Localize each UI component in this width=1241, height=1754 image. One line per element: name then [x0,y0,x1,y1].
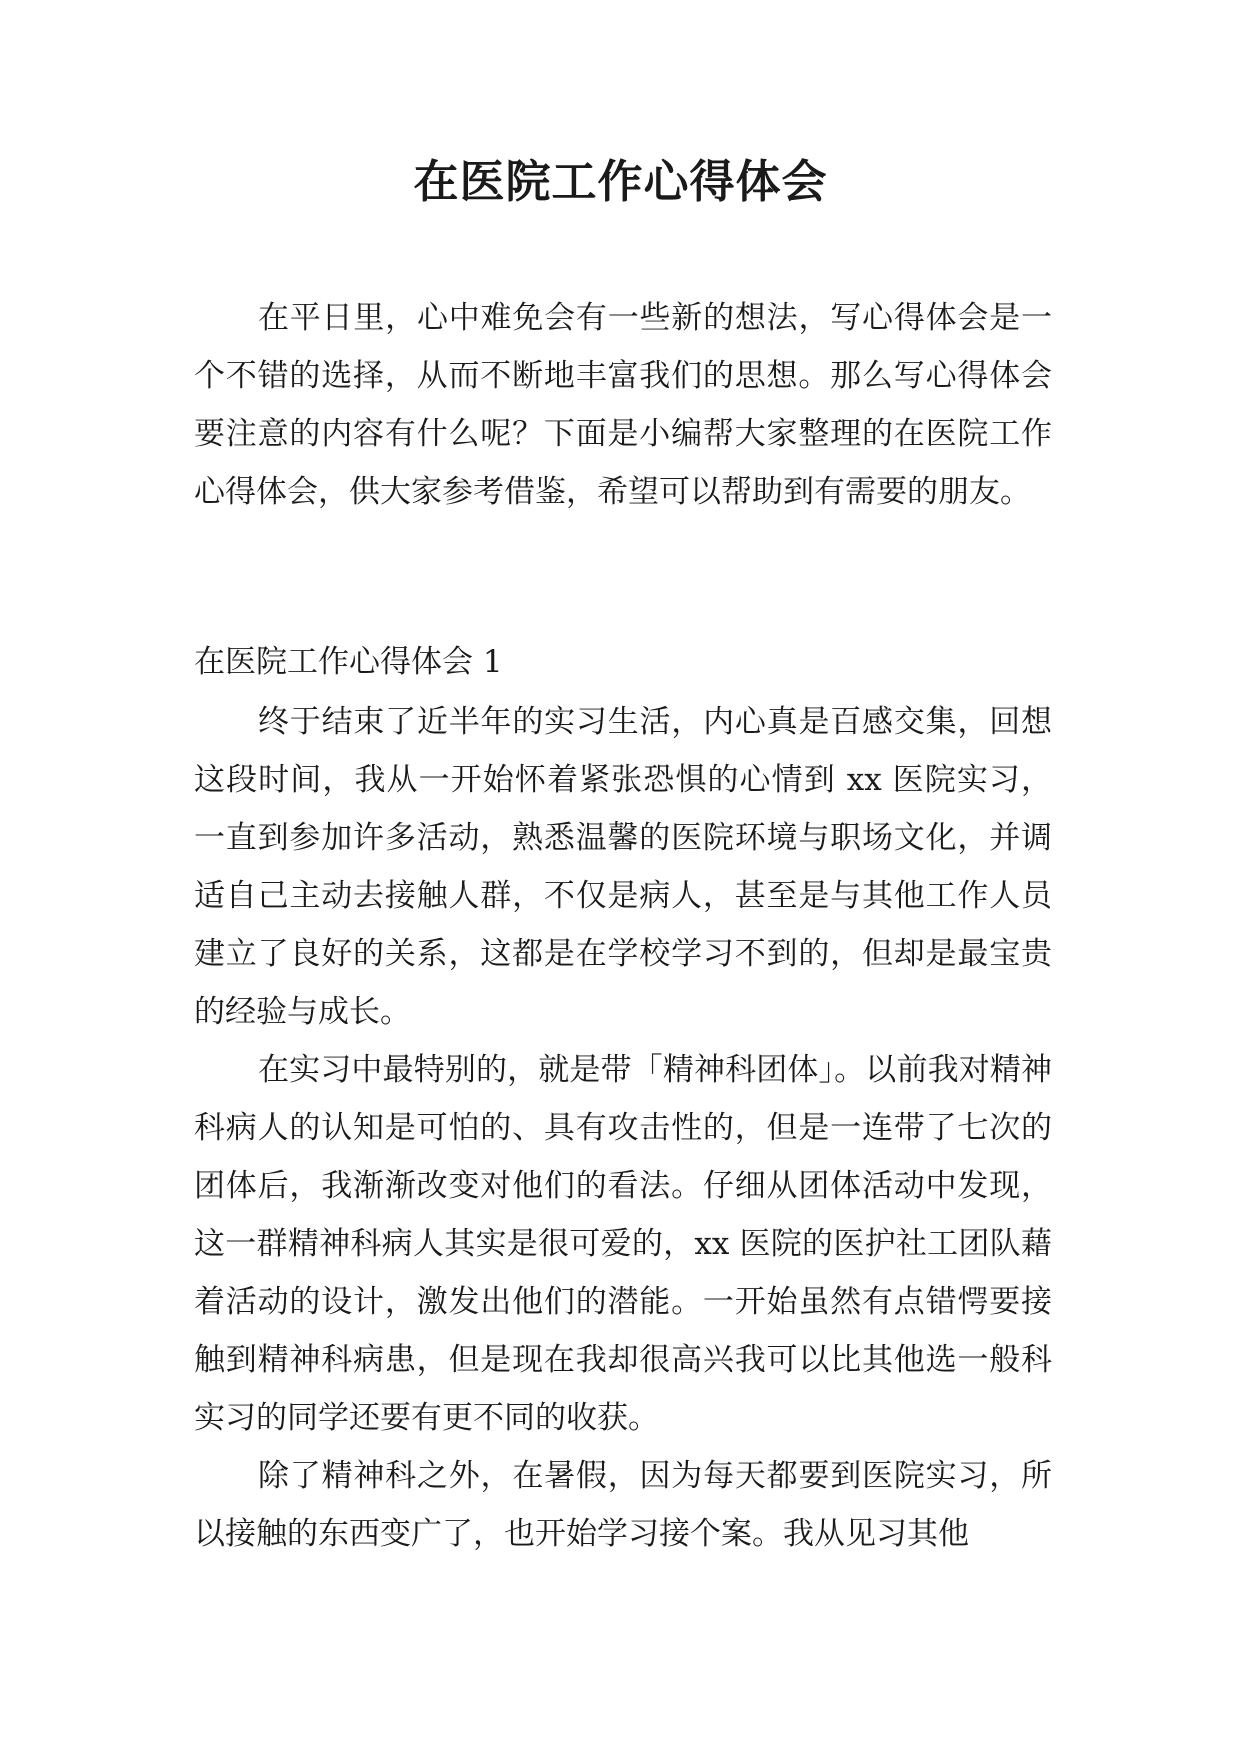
section-body [194,693,1052,1563]
intro-section [194,289,1052,521]
body-paragraph-2: 在实习中最特别的，就是带「精神科团体」。以前我对精神科病人的认知是可怕的、具有攻击性的，但是一连带了七次的团体后，我渐渐改变对他们的看法。仔细从团体活动中发现，这一群精神科病人其实是很可爱的，xx 医院的医护社工团队藉着活动的设计，激发出他们的潜能。一开始虽然有点错愕要接触到精神科病患，但是现在我却很高兴我可以比其他选一般科实习的同学还要有更不同的收获。 [194,1052,1052,1436]
document-title: 在医院工作心得体会 [413,155,828,208]
intro-paragraph: 在平日里，心中难免会有一些新的想法，写心得体会是一个不错的选择，从而不断地丰富我们的思想。那么写心得体会要注意的内容有什么呢？下面是小编帮大家整理的在医院工作心得体会，供大家参考借鉴，希望可以帮助到有需要的朋友。 [194,300,1052,510]
body-paragraph-3: 除了精神科之外，在暑假，因为每天都要到医院实习，所以接触的东西变广了，也开始学习接个案。我从见习其他 [194,1458,1052,1552]
body-paragraph-1: 终于结束了近半年的实习生活，内心真是百感交集，回想这段时间，我从一开始怀着紧张恐惧的心情到 xx 医院实习，一直到参加许多活动，熟悉温馨的医院环境与职场文化，并调适自己主动去接触人群，不仅是病人，甚至是与其他工作人员建立了良好的关系，这都是在学校学习不到的，但却是最宝贵的经验与成长。 [194,704,1052,1030]
section-heading: 在医院工作心得体会 1 [194,644,503,680]
